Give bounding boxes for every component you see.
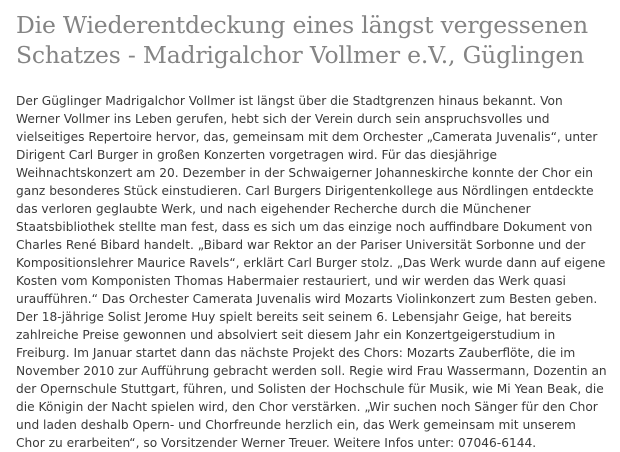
article-title: Die Wiederentdeckung eines längst vergessenen Schatzes - Madrigalchor Vollmer e.V., Güglingen (16, 11, 588, 69)
article-body: Der Güglinger Madrigalchor Vollmer ist längst über die Stadtgrenzen hinaus bekannt. Von Werner Vollmer ins Leben gerufen, hebt sich der Verein durch sein anspruchsvolles und vielseitiges Repertoire hervor, das, gemeinsam mit dem Orchester „Camerata Juvenalis“, unter Dirigent Carl Burger in großen Konzerten vorgetragen wird. Für das diesjährige Weihnachtskonzert am 20. Dezember in der Schwaigerner Johanneskirche konnte der Chor ein ganz besonderes Stück einstudieren. Carl Burgers Dirigentenkollege aus Nördlingen entdeckte das verloren geglaubte Werk, und nach eigehender Recherche durch die Münchener Staatsbibliothek stellte man fest, dass es sich um das einzige noch auffindbare Dokument von Charles René Bibard handelt. „Bibard war Rektor an der Pariser Universität Sorbonne und der Kompositionslehrer Maurice Ravels“, erklärt Carl Burger stolz. „Das Werk wurde dann auf eigene Kosten vom Komponisten Thomas Habermaier restauriert, und wir werden das Werk quasi uraufführen.“ Das Orchester Camerata Juvenalis wird Mozarts Violinkonzert zum Besten geben. Der 18-jährige Solist Jerome Huy spielt bereits seit seinem 6. Lebensjahr Geige, hat bereits zahlreiche Preise gewonnen und absolviert seit diesem Jahr ein Konzertgeigerstudium in Freiburg. Im Januar startet dann das nächste Projekt des Chors: Mozarts Zauberflöte, die im November 2010 zur Aufführung gebracht werden soll. Regie wird Frau Wassermann, Dozentin an der Opernschule Stuttgart, führen, und Solisten der Hochschule für Musik, wie Mi Yean Beak, die die Königin der Nacht spielen wird, den Chor verstärken. „Wir suchen noch Sänger für den Chor und laden deshalb Opern- und Chorfreunde herzlich ein, das Werk gemeinsam mit unserem Chor zu erarbeiten“, so Vorsitzender Werner Treuer. Weitere Infos unter: 07046-6144. (16, 94, 607, 450)
article (16, 10, 612, 452)
